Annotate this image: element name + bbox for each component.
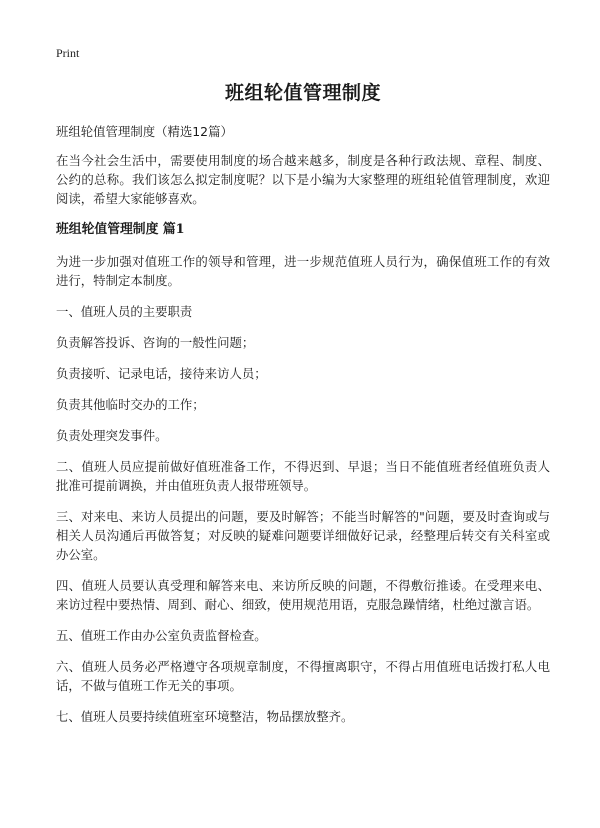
paragraph: 负责解答投诉、咨询的一般性问题； [56, 335, 255, 350]
print-link[interactable]: Print [56, 46, 80, 60]
paragraph: 为进一步加强对值班工作的领导和管理，进一步规范值班人员行为，确保值班工作的有效进行，特制定本制度。 [56, 254, 550, 288]
paragraph: 负责处理突发事件。 [56, 428, 168, 443]
paragraph: 一、值班人员的主要职责 [56, 304, 193, 319]
paragraph: 四、值班人员要认真受理和解答来电、来访所反映的问题，不得敷衍推诿。在受理来电、来访过程中要热情、周到、耐心、细致，使用规范用语，克服急躁情绪，杜绝过激言语。 [56, 578, 550, 612]
document-title: 班组轮值管理制度 [224, 82, 381, 104]
document-body [56, 78, 550, 738]
paragraph: 负责其他临时交办的工作； [56, 397, 205, 412]
document-subtitle: 班组轮值管理制度（精选12篇） [56, 124, 233, 139]
intro-paragraph: 在当今社会生活中，需要使用制度的场合越来越多，制度是各种行政法规、章程、制度、公约的总称。我们该怎么拟定制度呢？以下是小编为大家整理的班组轮值管理制度，欢迎阅读，希望大家能够喜欢。 [56, 153, 550, 206]
paragraph: 七、值班人员要持续值班室环境整洁，物品摆放整齐。 [56, 709, 354, 724]
paragraph: 五、值班工作由办公室负责监督检查。 [56, 628, 267, 643]
paragraph: 负责接听、记录电话，接待来访人员； [56, 366, 267, 381]
paragraph: 六、值班人员务必严格遵守各项规章制度，不得擅离职守，不得占用值班电话拨打私人电话，不做与值班工作无关的事项。 [56, 659, 550, 693]
section-heading: 班组轮值管理制度 篇1 [56, 222, 185, 237]
paragraph: 三、对来电、来访人员提出的问题，要及时解答；不能当时解答的"问题，要及时查询或与相关人员沟通后再做答复；对反映的疑难问题要详细做好记录，经整理后转交有关科室或办公室。 [56, 509, 550, 562]
paragraph: 二、值班人员应提前做好值班准备工作，不得迟到、早退；当日不能值班者经值班负责人批准可提前调换，并由值班负责人报带班领导。 [56, 459, 550, 493]
